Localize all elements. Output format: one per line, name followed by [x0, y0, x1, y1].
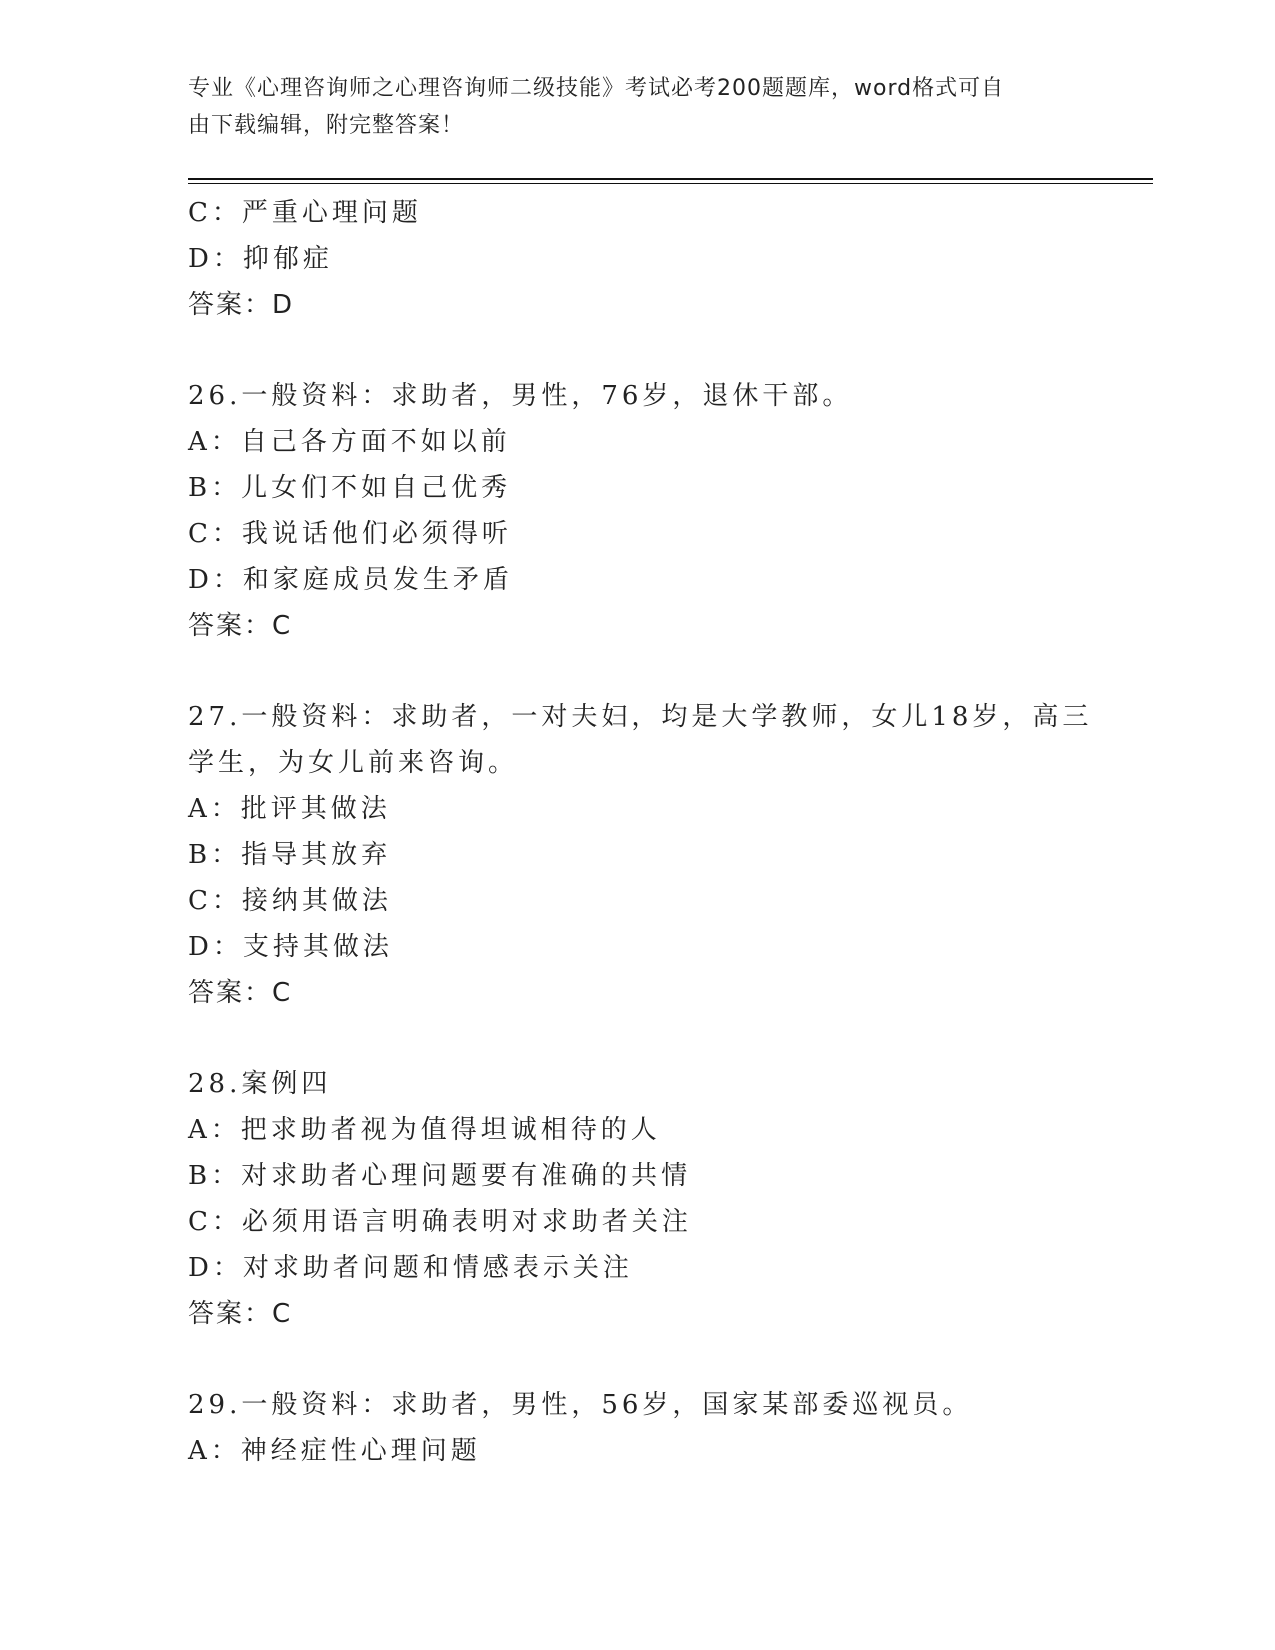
question-stem-continued: 学生，为女儿前来咨询。	[188, 748, 519, 778]
option-b: B：儿女们不如自己优秀	[188, 473, 512, 503]
option-a: A：批评其做法	[188, 794, 391, 824]
question-29	[188, 1382, 1088, 1474]
option-a: A：把求助者视为值得坦诚相待的人	[188, 1115, 661, 1145]
option-b: B：对求助者心理问题要有准确的共情	[188, 1161, 692, 1191]
option-d: D：抑郁症	[188, 244, 333, 274]
question-stem: 27.一般资料：求助者，一对夫妇，均是大学教师，女儿18岁，高三	[188, 702, 1093, 732]
option-c: C：我说话他们必须得听	[188, 519, 512, 549]
answer-line: 答案：C	[188, 978, 293, 1008]
question-fragment	[188, 190, 1088, 328]
question-26	[188, 373, 1088, 649]
option-a: A：神经症性心理问题	[188, 1436, 481, 1466]
answer-line: 答案：D	[188, 290, 295, 320]
option-c: C：必须用语言明确表明对求助者关注	[188, 1207, 692, 1237]
option-d: D：和家庭成员发生矛盾	[188, 565, 513, 595]
option-c: C：严重心理问题	[188, 198, 422, 228]
answer-line: 答案：C	[188, 611, 293, 641]
question-stem: 29.一般资料：求助者，男性，56岁，国家某部委巡视员。	[188, 1390, 973, 1420]
header-divider-top	[188, 178, 1153, 180]
option-a: A：自己各方面不如以前	[188, 427, 511, 457]
header-line-2: 由下载编辑，附完整答案！	[188, 113, 465, 138]
option-d: D：支持其做法	[188, 932, 393, 962]
question-stem: 26.一般资料：求助者，男性，76岁，退休干部。	[188, 381, 853, 411]
document-header	[188, 70, 1068, 144]
option-d: D：对求助者问题和情感表示关注	[188, 1253, 633, 1283]
document-body	[188, 190, 1093, 1474]
answer-line: 答案：C	[188, 1299, 293, 1329]
header-line-1: 专业《心理咨询师之心理咨询师二级技能》考试必考200题题库，word格式可自	[188, 76, 1005, 101]
question-27	[188, 694, 1093, 1016]
question-28	[188, 1061, 1088, 1337]
question-stem: 28.案例四	[188, 1069, 332, 1099]
option-c: C：接纳其做法	[188, 886, 392, 916]
header-divider-bottom	[188, 183, 1153, 184]
option-b: B：指导其放弃	[188, 840, 392, 870]
